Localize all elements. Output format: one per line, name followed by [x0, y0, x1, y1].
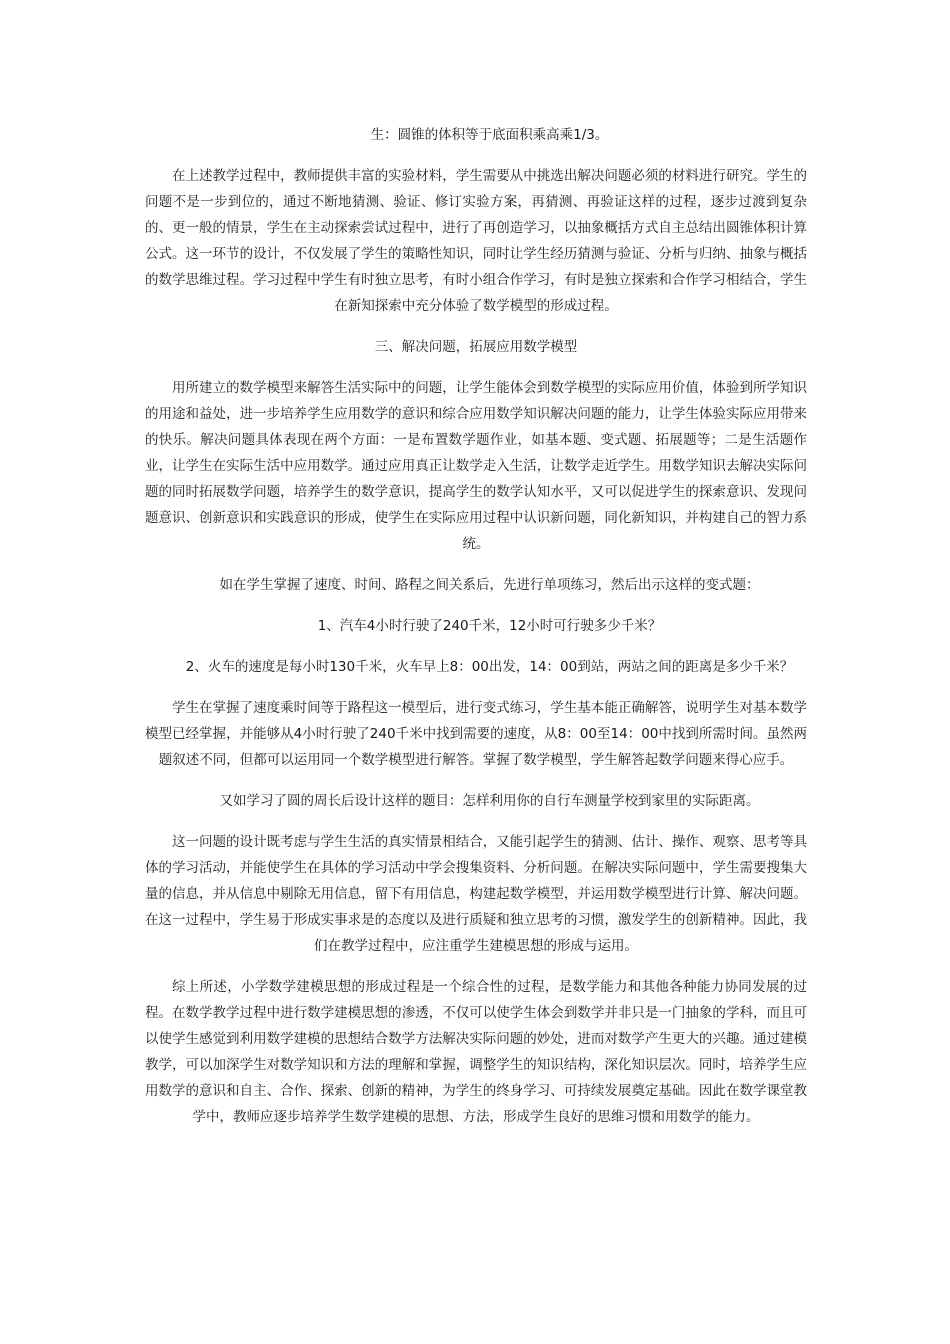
paragraph-analysis: 在上述教学过程中，教师提供丰富的实验材料，学生需要从中挑选出解决问题必须的材料进行研究。学生的问题不是一步到位的，通过不断地猜测、验证、修订实验方案，再猜测、再验证这样的过程，逐步过渡到复杂的、更一般的情景，学生在主动探索尝试过程中，进行了再创造学习，以抽象概括方式自主总结出圆锥体积计算公式。这一环节的设计，不仅发展了学生的策略性知识，同时让学生经历猜测与验证、分析与归纳、抽象与概括的数学思维过程。学习过程中学生有时独立思考，有时小组合作学习，有时是独立探索和合作学习相结合，学生在新知探索中充分体验了数学模型的形成过程。 — [145, 168, 807, 314]
paragraph-model-explanation: 学生在掌握了速度乘时间等于路程这一模型后，进行变式练习，学生基本能正确解答，说明学生对基本数学模型已经掌握，并能够从4小时行驶了240千米中找到需要的速度，从8：00至14：00中找到所需时间。虽然两题叙述不同，但都可以运用同一个数学模型进行解答。掌握了数学模型，学生解答起数学问题来得心应手。 — [145, 700, 807, 768]
section-heading: 三、解决问题，拓展应用数学模型 — [374, 339, 578, 355]
question-2: 2、火车的速度是每小时130千米，火车早上8：00出发，14：00到站，两站之间的距离是多少千米？ — [185, 659, 794, 675]
paragraph-design-discussion: 这一问题的设计既考虑与学生生活的真实情景相结合，又能引起学生的猜测、估计、操作、观察、思考等具体的学习活动，并能使学生在具体的学习活动中学会搜集资料、分析问题。在解决实际问题中，学生需要搜集大量的信息，并从信息中剔除无用信息，留下有用信息，构建起数学模型，并运用数学模型进行计算、解决问题。在这一过程中，学生易于形成实事求是的态度以及进行质疑和独立思考的习惯，激发学生的创新精神。因此，我们在教学过程中，应注重学生建模思想的形成与运用。 — [145, 834, 807, 954]
paragraph-example-intro: 如在学生掌握了速度、时间、路程之间关系后，先进行单项练习，然后出示这样的变式题： — [219, 577, 760, 593]
paragraph-application: 用所建立的数学模型来解答生活实际中的问题，让学生能体会到数学模型的实际应用价值，体验到所学知识的用途和益处，进一步培养学生应用数学的意识和综合应用数学知识解决问题的能力，让学生体验实际应用带来的快乐。解决问题具体表现在两个方面：一是布置数学题作业，如基本题、变式题、拓展题等；二是生活题作业，让学生在实际生活中应用数学。通过应用真正让数学走入生活，让数学走近学生。用数学知识去解决实际问题的同时拓展数学问题，培养学生的数学意识，提高学生的数学认知水平，又可以促进学生的探索意识、发现问题意识、创新意识和实践意识的形成，使学生在实际应用过程中认识新问题，同化新知识，并构建自己的智力系统。 — [145, 380, 807, 552]
paragraph-conclusion: 综上所述，小学数学建模思想的形成过程是一个综合性的过程，是数学能力和其他各种能力协同发展的过程。在数学教学过程中进行数学建模思想的渗透，不仅可以使学生体会到数学并非只是一门抽象的学科，而且可以使学生感觉到利用数学建模的思想结合数学方法解决实际问题的妙处，进而对数学产生更大的兴趣。通过建模教学，可以加深学生对数学知识和方法的理解和掌握，调整学生的知识结构，深化知识层次。同时，培养学生应用数学的意识和自主、合作、探索、创新的精神，为学生的终身学习、可持续发展奠定基础。因此在数学课堂教学中，教师应逐步培养学生数学建模的思想、方法，形成学生良好的思维习惯和用数学的能力。 — [145, 979, 807, 1125]
paragraph-answer: 生：圆锥的体积等于底面积乘高乘1/3。 — [370, 127, 609, 143]
paragraph-circle-example: 又如学习了圆的周长后设计这样的题目：怎样利用你的自行车测量学校到家里的实际距离。 — [219, 793, 760, 809]
document-page — [145, 122, 807, 1145]
question-1: 1、汽车4小时行驶了240千米，12小时可行驶多少千米？ — [317, 618, 662, 634]
